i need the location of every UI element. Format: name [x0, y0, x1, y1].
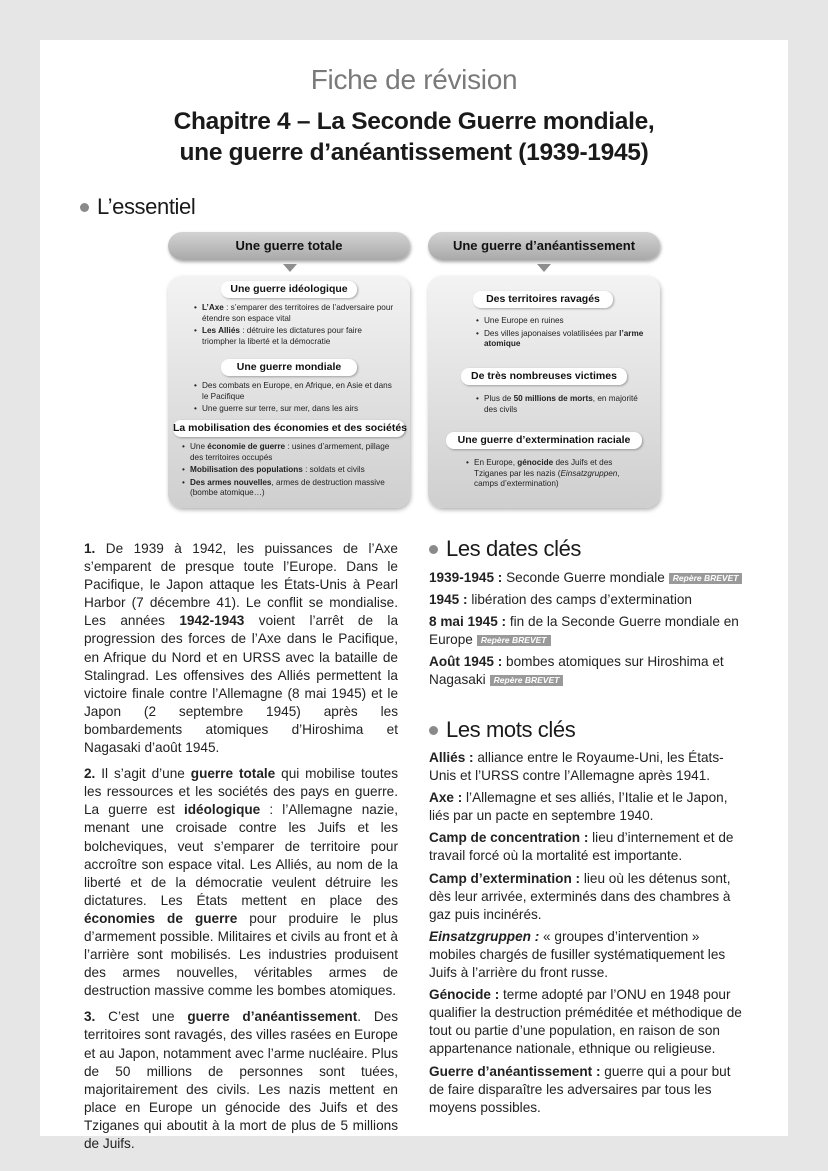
mots-heading-text: Les mots clés: [446, 717, 576, 742]
keyword-item: Génocide : terme adopté par l’ONU en 1948 pour qualifier la destruction préméditée et méthodique de tout ou partie d’une population, en raison de son appartenance nationale, ethnique ou religieuse.: [429, 987, 742, 1057]
date-item: 1945 : libération des camps d’extermination: [429, 592, 692, 608]
paragraph-3: 3. C’est une guerre d’anéantissement. Des territoires sont ravagés, des villes rasées en Europe et au Japon, notamment avec l’arme nucléaire. Plus de 50 millions de personnes sont tuées, majoritairement des civils. Les nazis mettent en place en Europe un génocide des Juifs et des Tziganes qui aboutit à la mort de plus de 5 millions de Juifs.: [84, 1009, 398, 1151]
list-item: • Des combats en Europe, en Afrique, en Asie et dans le Pacifique: [194, 381, 394, 402]
essentiel-heading: [80, 194, 195, 220]
keyword-item: Camp de concentration : lieu d’internement et de travail forcé où la mortalité est importante.: [429, 830, 734, 864]
dates-heading-text: Les dates clés: [446, 536, 582, 561]
repere-brevet-badge: Repère BREVET: [477, 635, 551, 646]
diagram-panel-right: [428, 276, 660, 508]
list-item: • L’Axe : s’emparer des territoires de l’adversaire pour étendre son espace vital: [194, 303, 394, 324]
bullet-icon: [80, 203, 89, 212]
list-item: • Des villes japonaises volatilisées par l’arme atomique: [476, 329, 646, 350]
bullet-icon: [429, 726, 438, 735]
bullet-icon: [429, 545, 438, 554]
revision-sheet: [40, 40, 788, 1151]
body-text-column: [84, 540, 398, 1161]
repere-brevet-badge: Repère BREVET: [490, 675, 564, 686]
keyword-item: Camp d’extermination : lieu où les détenus sont, dès leur arrivée, exterminés dans des chambres à gaz puis incinérés.: [429, 870, 731, 922]
title-line-1: Chapitre 4 – La Seconde Guerre mondiale,: [173, 108, 655, 135]
list-territoires: [476, 316, 646, 352]
keyword-item: Axe : l’Allemagne et ses alliés, l’Italie et le Japon, liés par un pacte en septembre 1940.: [429, 790, 728, 824]
page-kicker: Fiche de révision: [310, 64, 518, 95]
list-mobilisation: [182, 442, 400, 501]
date-item: 8 mai 1945 : fin de la Seconde Guerre mondiale en Europe Repère BREVET: [429, 614, 739, 648]
date-item: 1939-1945 : Seconde Guerre mondiale Repère BREVET: [429, 569, 747, 587]
list-extermination: [466, 458, 646, 492]
list-ideologique: [194, 303, 394, 349]
list-item: • Les Alliés : détruire les dictatures pour faire triompher la liberté et la démocratie: [194, 326, 394, 347]
list-item: • Mobilisation des populations : soldats et civils: [182, 465, 400, 476]
list-mondiale: [194, 381, 394, 417]
page-title: [40, 106, 788, 168]
pill-mobilisation: La mobilisation des économies et des sociétés: [173, 420, 405, 437]
paragraph-1: 1. De 1939 à 1942, les puissances de l’Axe s’emparent de presque toute l’Europe. Dans le Pacifique, le Japon attaque les États-Unis à Pearl Harbor (7 décembre 41). Le conflit se mondialise. Les années 1942-1943 voient l’arrêt de la progression des forces de l’Axe dans le Pacifique, en Afrique du Nord et en URSS avec la bataille de Stalingrad. Les offensives des Alliés permettent la victoire finale contre l’Allemagne (8 mai 1945) et le Japon (2 septembre 1945) après les bombardements atomiques d’Hiroshima et Nagasaki d’août 1945.: [84, 541, 399, 756]
list-item: • Une guerre sur terre, sur mer, dans les airs: [194, 404, 394, 415]
diagram-panel-left: [168, 276, 410, 508]
paragraph-2: 2. Il s’agit d’une guerre totale qui mobilise toutes les ressources et les sociétés des pays en guerre. La guerre est idéologique : l’Allemagne nazie, menant une croisade contre les Juifs et les bolcheviques, veut s’emparer de territoire pour accroître son espace vital. Les Alliés, au nom de la liberté et de la démocratie veulent détruire les dictatures. Les États mettent en place des économies de guerre pour produire le plus d’armement possible. Militaires et civils au front et à l’arrière sont mobilisés. Les industries produisent des armes nouvelles, véritables armes de destruction massive comme les bombes atomiques.: [84, 766, 398, 999]
essentiel-heading-text: L’essentiel: [97, 194, 196, 219]
mots-list: [429, 749, 747, 1121]
list-item: • En Europe, génocide des Juifs et des Tziganes par les nazis (Einsatzgruppen, camps d’extermination): [466, 458, 646, 490]
keyword-item: Alliés : alliance entre le Royaume-Uni, les États-Unis et l’URSS contre l’Allemagne après 1941.: [429, 750, 724, 784]
diagram-head-aneantissement: Une guerre d’anéantissement: [428, 232, 660, 260]
arrow-down-icon: [283, 264, 297, 272]
list-item: • Des armes nouvelles, armes de destruction massive (bombe atomique…): [182, 478, 400, 499]
list-item: • Plus de 50 millions de morts, en majorité des civils: [476, 394, 646, 415]
pill-extermination: Une guerre d’extermination raciale: [446, 432, 642, 449]
diagram-head-guerre-totale: Une guerre totale: [168, 232, 410, 260]
date-item: Août 1945 : bombes atomiques sur Hiroshima et Nagasaki Repère BREVET: [429, 654, 724, 688]
title-line-2: une guerre d’anéantissement (1939-1945): [179, 139, 649, 166]
pill-guerre-mondiale: Une guerre mondiale: [221, 359, 357, 376]
pill-territoires-ravages: Des territoires ravagés: [473, 291, 613, 308]
pill-victimes: De très nombreuses victimes: [461, 368, 627, 385]
arrow-down-icon: [537, 264, 551, 272]
keyword-item: Einsatzgruppen : « groupes d’intervention » mobiles chargés de fusiller systématiquement les Juifs à l’arrière du front russe.: [429, 928, 726, 981]
list-victimes: [476, 394, 646, 417]
dates-heading: [429, 536, 581, 562]
list-item: • Une économie de guerre : usines d’armement, pillage des territoires occupés: [182, 442, 400, 463]
keyword-item: Guerre d’anéantissement : guerre qui a pour but de faire disparaître les adversaires par tous les moyens possibles.: [429, 1063, 731, 1115]
dates-list: [429, 569, 747, 694]
list-item: • Une Europe en ruines: [476, 316, 646, 327]
repere-brevet-badge: Repère BREVET: [669, 573, 743, 584]
mots-heading: [429, 717, 575, 743]
pill-guerre-ideologique: Une guerre idéologique: [221, 281, 357, 298]
